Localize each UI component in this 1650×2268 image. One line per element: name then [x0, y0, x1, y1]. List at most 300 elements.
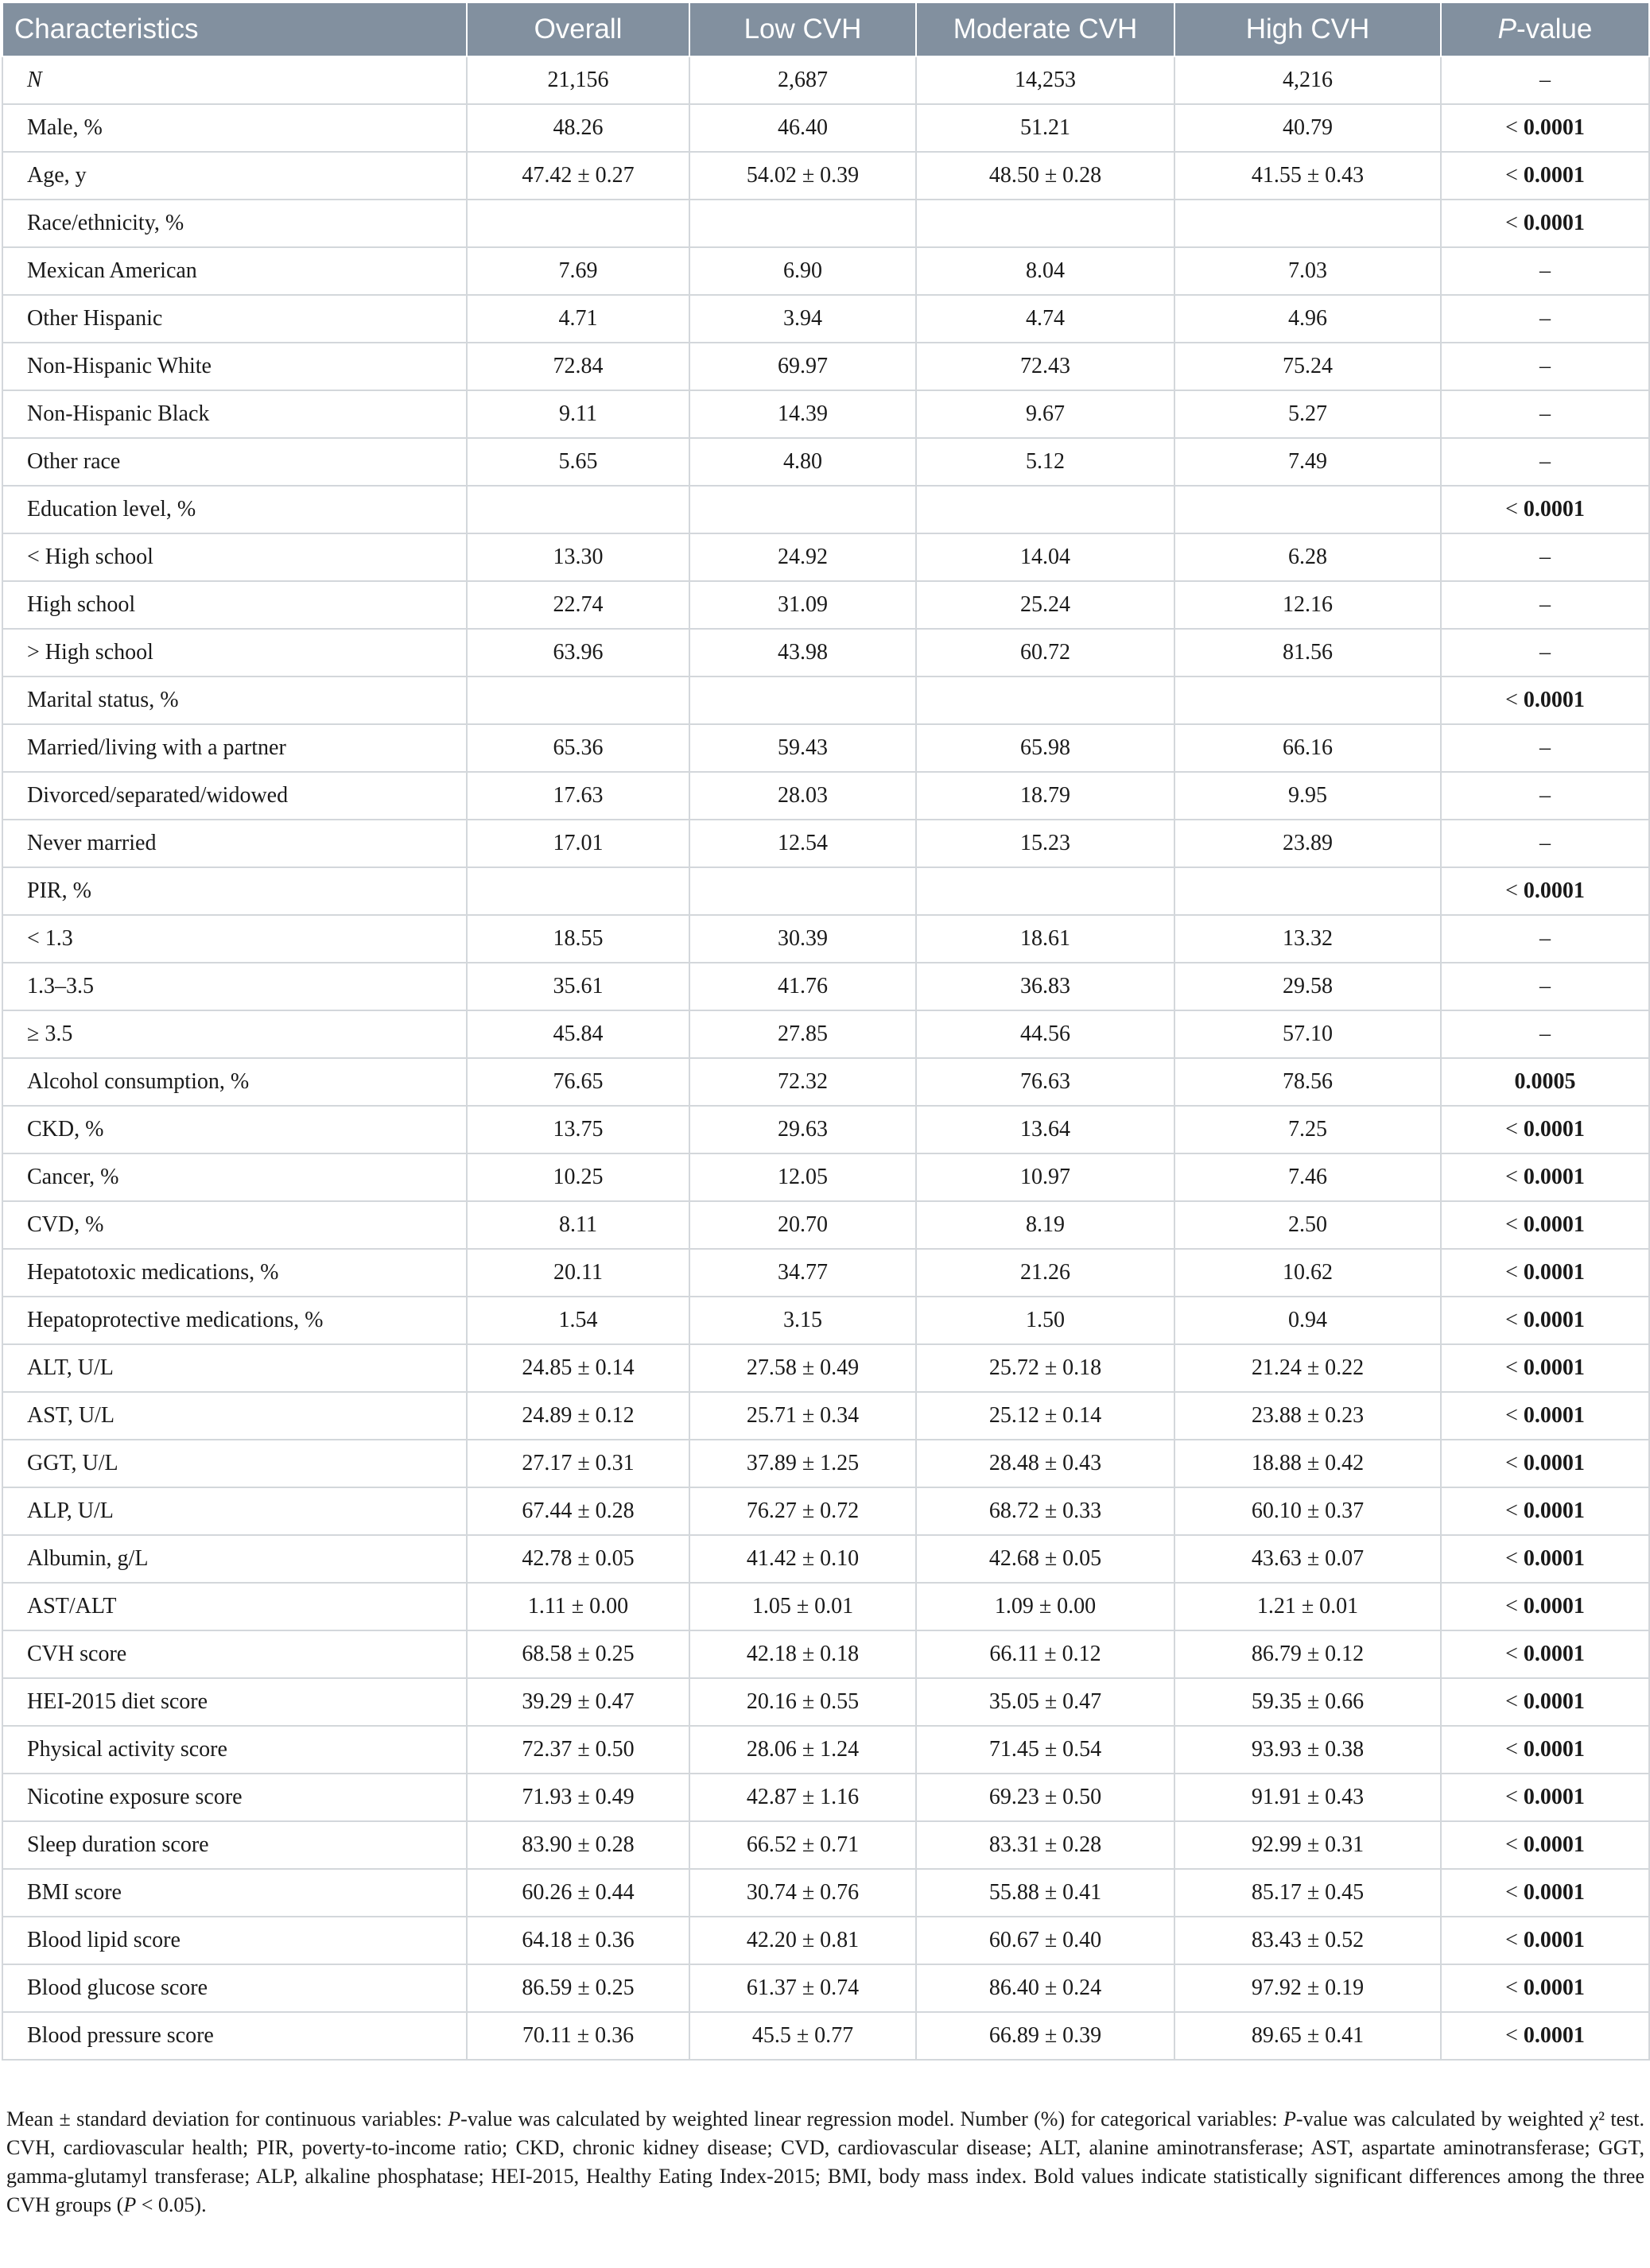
cell-high-cvh: 6.28 [1174, 533, 1441, 581]
cell-low-cvh: 30.74 ± 0.76 [689, 1869, 916, 1917]
cell-characteristic: PIR, % [2, 867, 467, 915]
cell-moderate-cvh: 9.67 [916, 390, 1174, 438]
cell-overall: 7.69 [467, 247, 689, 295]
cell-high-cvh: 4.96 [1174, 295, 1441, 343]
cell-overall: 10.25 [467, 1153, 689, 1201]
cell-overall: 24.89 ± 0.12 [467, 1392, 689, 1440]
cell-characteristic: > High school [2, 629, 467, 677]
cell-moderate-cvh: 21.26 [916, 1249, 1174, 1297]
cell-moderate-cvh: 8.19 [916, 1201, 1174, 1249]
cell-low-cvh: 25.71 ± 0.34 [689, 1392, 916, 1440]
header-characteristics: Characteristics [2, 2, 467, 56]
cell-low-cvh [689, 677, 916, 724]
cell-high-cvh: 5.27 [1174, 390, 1441, 438]
table-row [2, 1297, 1649, 1344]
cell-low-cvh: 34.77 [689, 1249, 916, 1297]
cell-moderate-cvh: 18.61 [916, 915, 1174, 963]
cell-moderate-cvh: 25.72 ± 0.18 [916, 1344, 1174, 1392]
cell-high-cvh [1174, 677, 1441, 724]
cell-overall: 72.84 [467, 343, 689, 390]
cell-moderate-cvh: 15.23 [916, 820, 1174, 867]
cell-characteristic: Blood lipid score [2, 1917, 467, 1964]
cell-moderate-cvh: 66.11 ± 0.12 [916, 1630, 1174, 1678]
cell-moderate-cvh: 44.56 [916, 1010, 1174, 1058]
table-row [2, 867, 1649, 915]
cell-p-value: 0.0005 [1441, 1058, 1649, 1106]
cell-characteristic: 1.3–3.5 [2, 963, 467, 1010]
cell-moderate-cvh [916, 867, 1174, 915]
cell-moderate-cvh: 55.88 ± 0.41 [916, 1869, 1174, 1917]
cell-p-value: – [1441, 963, 1649, 1010]
cell-moderate-cvh: 10.97 [916, 1153, 1174, 1201]
cell-p-value: < 0.0001 [1441, 867, 1649, 915]
cell-moderate-cvh: 1.09 ± 0.00 [916, 1583, 1174, 1630]
cell-p-value: – [1441, 820, 1649, 867]
cell-high-cvh: 78.56 [1174, 1058, 1441, 1106]
cell-overall: 13.75 [467, 1106, 689, 1153]
cell-low-cvh: 3.94 [689, 295, 916, 343]
table-row [2, 390, 1649, 438]
cell-low-cvh: 69.97 [689, 343, 916, 390]
cell-overall [467, 867, 689, 915]
cell-overall: 1.54 [467, 1297, 689, 1344]
table-row [2, 1010, 1649, 1058]
cell-p-value: < 0.0001 [1441, 1344, 1649, 1392]
table-row [2, 772, 1649, 820]
cell-high-cvh: 13.32 [1174, 915, 1441, 963]
cell-low-cvh: 27.58 ± 0.49 [689, 1344, 916, 1392]
cell-moderate-cvh: 28.48 ± 0.43 [916, 1440, 1174, 1487]
table-header [2, 2, 1649, 56]
cell-p-value: < 0.0001 [1441, 1869, 1649, 1917]
cell-characteristic: Albumin, g/L [2, 1535, 467, 1583]
cell-overall: 17.63 [467, 772, 689, 820]
cell-characteristic: AST/ALT [2, 1583, 467, 1630]
cell-p-value: – [1441, 915, 1649, 963]
cell-overall: 60.26 ± 0.44 [467, 1869, 689, 1917]
cell-overall: 5.65 [467, 438, 689, 486]
cell-low-cvh: 28.03 [689, 772, 916, 820]
cell-moderate-cvh: 69.23 ± 0.50 [916, 1774, 1174, 1821]
table-row [2, 1630, 1649, 1678]
table-row [2, 1678, 1649, 1726]
cell-low-cvh: 46.40 [689, 104, 916, 152]
table-row [2, 1344, 1649, 1392]
cell-p-value: < 0.0001 [1441, 1297, 1649, 1344]
table-row [2, 247, 1649, 295]
table-row [2, 200, 1649, 247]
header-p-value: P-value [1441, 2, 1649, 56]
cell-low-cvh: 61.37 ± 0.74 [689, 1964, 916, 2012]
cell-high-cvh: 85.17 ± 0.45 [1174, 1869, 1441, 1917]
cell-high-cvh: 92.99 ± 0.31 [1174, 1821, 1441, 1869]
cell-low-cvh: 12.05 [689, 1153, 916, 1201]
cell-p-value: < 0.0001 [1441, 677, 1649, 724]
cell-overall: 27.17 ± 0.31 [467, 1440, 689, 1487]
cell-moderate-cvh: 65.98 [916, 724, 1174, 772]
cell-characteristic: CKD, % [2, 1106, 467, 1153]
cell-p-value: < 0.0001 [1441, 486, 1649, 533]
cell-overall: 86.59 ± 0.25 [467, 1964, 689, 2012]
cell-characteristic: High school [2, 581, 467, 629]
cell-high-cvh: 66.16 [1174, 724, 1441, 772]
cell-low-cvh: 37.89 ± 1.25 [689, 1440, 916, 1487]
cell-overall: 35.61 [467, 963, 689, 1010]
cell-characteristic: Alcohol consumption, % [2, 1058, 467, 1106]
table-row [2, 629, 1649, 677]
cell-high-cvh: 89.65 ± 0.41 [1174, 2012, 1441, 2060]
cell-p-value: – [1441, 772, 1649, 820]
cell-characteristic: ALT, U/L [2, 1344, 467, 1392]
cell-moderate-cvh: 66.89 ± 0.39 [916, 2012, 1174, 2060]
table-body [2, 56, 1649, 2060]
cell-high-cvh: 60.10 ± 0.37 [1174, 1487, 1441, 1535]
cell-high-cvh: 83.43 ± 0.52 [1174, 1917, 1441, 1964]
table-row [2, 963, 1649, 1010]
cell-characteristic: CVH score [2, 1630, 467, 1678]
cell-characteristic: Never married [2, 820, 467, 867]
cell-overall: 4.71 [467, 295, 689, 343]
cell-characteristic: Nicotine exposure score [2, 1774, 467, 1821]
cell-characteristic: Non-Hispanic Black [2, 390, 467, 438]
cell-moderate-cvh: 13.64 [916, 1106, 1174, 1153]
table-row [2, 343, 1649, 390]
cell-p-value: – [1441, 438, 1649, 486]
cell-high-cvh: 93.93 ± 0.38 [1174, 1726, 1441, 1774]
cell-overall: 68.58 ± 0.25 [467, 1630, 689, 1678]
table-row [2, 1153, 1649, 1201]
table-row [2, 1201, 1649, 1249]
cell-high-cvh: 9.95 [1174, 772, 1441, 820]
header-overall: Overall [467, 2, 689, 56]
cell-high-cvh: 81.56 [1174, 629, 1441, 677]
header-moderate-cvh: Moderate CVH [916, 2, 1174, 56]
cell-characteristic: < 1.3 [2, 915, 467, 963]
cell-overall: 64.18 ± 0.36 [467, 1917, 689, 1964]
cell-high-cvh: 12.16 [1174, 581, 1441, 629]
cell-p-value: < 0.0001 [1441, 1964, 1649, 2012]
cell-low-cvh: 66.52 ± 0.71 [689, 1821, 916, 1869]
table-row [2, 1487, 1649, 1535]
cell-low-cvh [689, 486, 916, 533]
cell-overall: 20.11 [467, 1249, 689, 1297]
cell-p-value: – [1441, 390, 1649, 438]
cell-characteristic: Hepatotoxic medications, % [2, 1249, 467, 1297]
cell-high-cvh: 21.24 ± 0.22 [1174, 1344, 1441, 1392]
cell-high-cvh: 0.94 [1174, 1297, 1441, 1344]
cell-low-cvh: 3.15 [689, 1297, 916, 1344]
table-row [2, 438, 1649, 486]
table-row [2, 295, 1649, 343]
cell-moderate-cvh: 83.31 ± 0.28 [916, 1821, 1174, 1869]
cell-moderate-cvh: 4.74 [916, 295, 1174, 343]
cell-overall: 21,156 [467, 56, 689, 104]
cell-overall: 45.84 [467, 1010, 689, 1058]
table-row [2, 2012, 1649, 2060]
cell-high-cvh: 23.88 ± 0.23 [1174, 1392, 1441, 1440]
cell-low-cvh: 6.90 [689, 247, 916, 295]
cell-low-cvh [689, 200, 916, 247]
table-footnote: Mean ± standard deviation for continuous variables: P-value was calculated by weighted linear regression model. Number (%) for categorical variables: P-value was calculated by weighted χ² test. CVH, cardiovascular health; PIR, poverty-to-income ratio; CKD, chronic kidney disease; CVD, cardiovascular disease; ALT, alanine aminotransferase; AST, aspartate aminotransferase; GGT, gamma-glutamyl transferase; ALP, alkaline phosphatase; HEI-2015, Healthy Eating Index-2015; BMI, body mass index. Bold values indicate statistically significant differences among the three CVH groups (P < 0.05). [6, 2107, 1644, 2216]
cell-overall: 48.26 [467, 104, 689, 152]
cell-low-cvh: 20.70 [689, 1201, 916, 1249]
cell-low-cvh: 28.06 ± 1.24 [689, 1726, 916, 1774]
cell-low-cvh: 42.20 ± 0.81 [689, 1917, 916, 1964]
cell-characteristic: Other Hispanic [2, 295, 467, 343]
characteristics-table [2, 2, 1650, 2061]
cell-characteristic: Marital status, % [2, 677, 467, 724]
cell-low-cvh: 30.39 [689, 915, 916, 963]
cell-high-cvh: 29.58 [1174, 963, 1441, 1010]
cell-p-value: – [1441, 247, 1649, 295]
cell-moderate-cvh: 35.05 ± 0.47 [916, 1678, 1174, 1726]
cell-overall: 67.44 ± 0.28 [467, 1487, 689, 1535]
cell-moderate-cvh: 25.12 ± 0.14 [916, 1392, 1174, 1440]
cell-p-value: – [1441, 533, 1649, 581]
cell-high-cvh: 4,216 [1174, 56, 1441, 104]
cell-p-value: < 0.0001 [1441, 1440, 1649, 1487]
cell-characteristic: Blood glucose score [2, 1964, 467, 2012]
table-row [2, 1917, 1649, 1964]
cell-moderate-cvh: 1.50 [916, 1297, 1174, 1344]
cell-low-cvh: 29.63 [689, 1106, 916, 1153]
cell-overall: 65.36 [467, 724, 689, 772]
cell-characteristic: Education level, % [2, 486, 467, 533]
cell-characteristic: Blood pressure score [2, 2012, 467, 2060]
cell-moderate-cvh: 36.83 [916, 963, 1174, 1010]
cell-overall: 9.11 [467, 390, 689, 438]
cell-p-value: < 0.0001 [1441, 1153, 1649, 1201]
cell-high-cvh: 91.91 ± 0.43 [1174, 1774, 1441, 1821]
table-row [2, 1964, 1649, 2012]
cell-p-value: < 0.0001 [1441, 1535, 1649, 1583]
table-row [2, 1821, 1649, 1869]
cell-low-cvh: 4.80 [689, 438, 916, 486]
cell-low-cvh: 43.98 [689, 629, 916, 677]
cell-high-cvh: 59.35 ± 0.66 [1174, 1678, 1441, 1726]
cell-characteristic: N [2, 56, 467, 104]
cell-overall: 76.65 [467, 1058, 689, 1106]
cell-low-cvh: 2,687 [689, 56, 916, 104]
cell-low-cvh: 54.02 ± 0.39 [689, 152, 916, 200]
cell-p-value: < 0.0001 [1441, 1106, 1649, 1153]
cell-moderate-cvh: 60.72 [916, 629, 1174, 677]
cell-characteristic: Race/ethnicity, % [2, 200, 467, 247]
cell-low-cvh: 41.76 [689, 963, 916, 1010]
cell-high-cvh: 86.79 ± 0.12 [1174, 1630, 1441, 1678]
cell-overall: 63.96 [467, 629, 689, 677]
cell-characteristic: AST, U/L [2, 1392, 467, 1440]
cell-moderate-cvh: 5.12 [916, 438, 1174, 486]
header-high-cvh: High CVH [1174, 2, 1441, 56]
cell-p-value: < 0.0001 [1441, 1487, 1649, 1535]
cell-p-value: < 0.0001 [1441, 2012, 1649, 2060]
table-row [2, 1869, 1649, 1917]
cell-high-cvh: 43.63 ± 0.07 [1174, 1535, 1441, 1583]
cell-p-value: – [1441, 56, 1649, 104]
cell-overall [467, 677, 689, 724]
cell-characteristic: CVD, % [2, 1201, 467, 1249]
table-row [2, 1440, 1649, 1487]
cell-overall: 18.55 [467, 915, 689, 963]
table-row [2, 104, 1649, 152]
cell-characteristic: HEI-2015 diet score [2, 1678, 467, 1726]
cell-characteristic: BMI score [2, 1869, 467, 1917]
cell-overall: 22.74 [467, 581, 689, 629]
cell-moderate-cvh: 14.04 [916, 533, 1174, 581]
cell-low-cvh: 72.32 [689, 1058, 916, 1106]
cell-moderate-cvh: 60.67 ± 0.40 [916, 1917, 1174, 1964]
table-row [2, 581, 1649, 629]
cell-low-cvh: 12.54 [689, 820, 916, 867]
cell-overall: 13.30 [467, 533, 689, 581]
cell-overall [467, 486, 689, 533]
cell-p-value: – [1441, 724, 1649, 772]
cell-high-cvh: 97.92 ± 0.19 [1174, 1964, 1441, 2012]
cell-low-cvh: 24.92 [689, 533, 916, 581]
cell-low-cvh: 41.42 ± 0.10 [689, 1535, 916, 1583]
cell-high-cvh: 1.21 ± 0.01 [1174, 1583, 1441, 1630]
table-row [2, 1774, 1649, 1821]
cell-p-value: < 0.0001 [1441, 1726, 1649, 1774]
cell-low-cvh: 20.16 ± 0.55 [689, 1678, 916, 1726]
cell-moderate-cvh: 14,253 [916, 56, 1174, 104]
table-row [2, 915, 1649, 963]
cell-p-value: < 0.0001 [1441, 1774, 1649, 1821]
cell-moderate-cvh: 76.63 [916, 1058, 1174, 1106]
cell-low-cvh: 31.09 [689, 581, 916, 629]
header-row [2, 2, 1649, 56]
cell-p-value: – [1441, 629, 1649, 677]
cell-high-cvh: 57.10 [1174, 1010, 1441, 1058]
cell-characteristic: ≥ 3.5 [2, 1010, 467, 1058]
cell-characteristic: Mexican American [2, 247, 467, 295]
cell-overall: 24.85 ± 0.14 [467, 1344, 689, 1392]
cell-low-cvh: 59.43 [689, 724, 916, 772]
header-low-cvh: Low CVH [689, 2, 916, 56]
cell-moderate-cvh: 72.43 [916, 343, 1174, 390]
table-row [2, 486, 1649, 533]
cell-high-cvh: 75.24 [1174, 343, 1441, 390]
cell-moderate-cvh [916, 200, 1174, 247]
table-row [2, 820, 1649, 867]
table-row [2, 1106, 1649, 1153]
cell-characteristic: Divorced/separated/widowed [2, 772, 467, 820]
cell-moderate-cvh: 86.40 ± 0.24 [916, 1964, 1174, 2012]
cell-high-cvh [1174, 486, 1441, 533]
cell-low-cvh: 76.27 ± 0.72 [689, 1487, 916, 1535]
cell-characteristic: Hepatoprotective medications, % [2, 1297, 467, 1344]
cell-low-cvh: 1.05 ± 0.01 [689, 1583, 916, 1630]
cell-moderate-cvh: 68.72 ± 0.33 [916, 1487, 1174, 1535]
cell-p-value: < 0.0001 [1441, 200, 1649, 247]
cell-characteristic: Married/living with a partner [2, 724, 467, 772]
cell-overall: 47.42 ± 0.27 [467, 152, 689, 200]
cell-high-cvh: 18.88 ± 0.42 [1174, 1440, 1441, 1487]
cell-high-cvh: 7.46 [1174, 1153, 1441, 1201]
cell-overall: 71.93 ± 0.49 [467, 1774, 689, 1821]
cell-moderate-cvh: 51.21 [916, 104, 1174, 152]
cell-high-cvh: 7.25 [1174, 1106, 1441, 1153]
cell-moderate-cvh: 25.24 [916, 581, 1174, 629]
cell-high-cvh: 23.89 [1174, 820, 1441, 867]
cell-characteristic: Non-Hispanic White [2, 343, 467, 390]
cell-moderate-cvh: 42.68 ± 0.05 [916, 1535, 1174, 1583]
cell-high-cvh: 40.79 [1174, 104, 1441, 152]
table-row [2, 152, 1649, 200]
cell-characteristic: ALP, U/L [2, 1487, 467, 1535]
cell-p-value: < 0.0001 [1441, 1917, 1649, 1964]
cell-moderate-cvh: 18.79 [916, 772, 1174, 820]
cell-low-cvh: 45.5 ± 0.77 [689, 2012, 916, 2060]
cell-high-cvh [1174, 867, 1441, 915]
cell-p-value: < 0.0001 [1441, 152, 1649, 200]
table-row [2, 56, 1649, 104]
cell-overall: 8.11 [467, 1201, 689, 1249]
cell-p-value: – [1441, 343, 1649, 390]
cell-low-cvh [689, 867, 916, 915]
cell-low-cvh: 27.85 [689, 1010, 916, 1058]
cell-characteristic: Physical activity score [2, 1726, 467, 1774]
cell-p-value: < 0.0001 [1441, 1821, 1649, 1869]
cell-characteristic: Cancer, % [2, 1153, 467, 1201]
cell-high-cvh: 41.55 ± 0.43 [1174, 152, 1441, 200]
cell-moderate-cvh [916, 486, 1174, 533]
cell-p-value: < 0.0001 [1441, 1630, 1649, 1678]
cell-high-cvh: 2.50 [1174, 1201, 1441, 1249]
cell-p-value: – [1441, 1010, 1649, 1058]
table-row [2, 724, 1649, 772]
cell-overall: 17.01 [467, 820, 689, 867]
cell-high-cvh [1174, 200, 1441, 247]
cell-p-value: < 0.0001 [1441, 1678, 1649, 1726]
cell-characteristic: Other race [2, 438, 467, 486]
cell-p-value: < 0.0001 [1441, 1249, 1649, 1297]
cell-overall: 83.90 ± 0.28 [467, 1821, 689, 1869]
cell-overall [467, 200, 689, 247]
cell-low-cvh: 14.39 [689, 390, 916, 438]
cell-low-cvh: 42.87 ± 1.16 [689, 1774, 916, 1821]
cell-overall: 70.11 ± 0.36 [467, 2012, 689, 2060]
table-row [2, 1392, 1649, 1440]
cell-characteristic: GGT, U/L [2, 1440, 467, 1487]
cell-overall: 39.29 ± 0.47 [467, 1678, 689, 1726]
cell-overall: 1.11 ± 0.00 [467, 1583, 689, 1630]
cell-characteristic: Sleep duration score [2, 1821, 467, 1869]
cell-p-value: < 0.0001 [1441, 1392, 1649, 1440]
cell-moderate-cvh: 48.50 ± 0.28 [916, 152, 1174, 200]
table-row [2, 677, 1649, 724]
cell-characteristic: < High school [2, 533, 467, 581]
cell-high-cvh: 7.03 [1174, 247, 1441, 295]
cell-overall: 72.37 ± 0.50 [467, 1726, 689, 1774]
cell-p-value: – [1441, 581, 1649, 629]
cell-moderate-cvh [916, 677, 1174, 724]
cell-moderate-cvh: 8.04 [916, 247, 1174, 295]
table-row [2, 1583, 1649, 1630]
table-row [2, 1535, 1649, 1583]
cell-high-cvh: 10.62 [1174, 1249, 1441, 1297]
cell-high-cvh: 7.49 [1174, 438, 1441, 486]
cell-p-value: < 0.0001 [1441, 104, 1649, 152]
table-row [2, 1249, 1649, 1297]
cell-p-value: < 0.0001 [1441, 1583, 1649, 1630]
table-row [2, 533, 1649, 581]
table-row [2, 1726, 1649, 1774]
cell-low-cvh: 42.18 ± 0.18 [689, 1630, 916, 1678]
cell-moderate-cvh: 71.45 ± 0.54 [916, 1726, 1174, 1774]
cell-overall: 42.78 ± 0.05 [467, 1535, 689, 1583]
